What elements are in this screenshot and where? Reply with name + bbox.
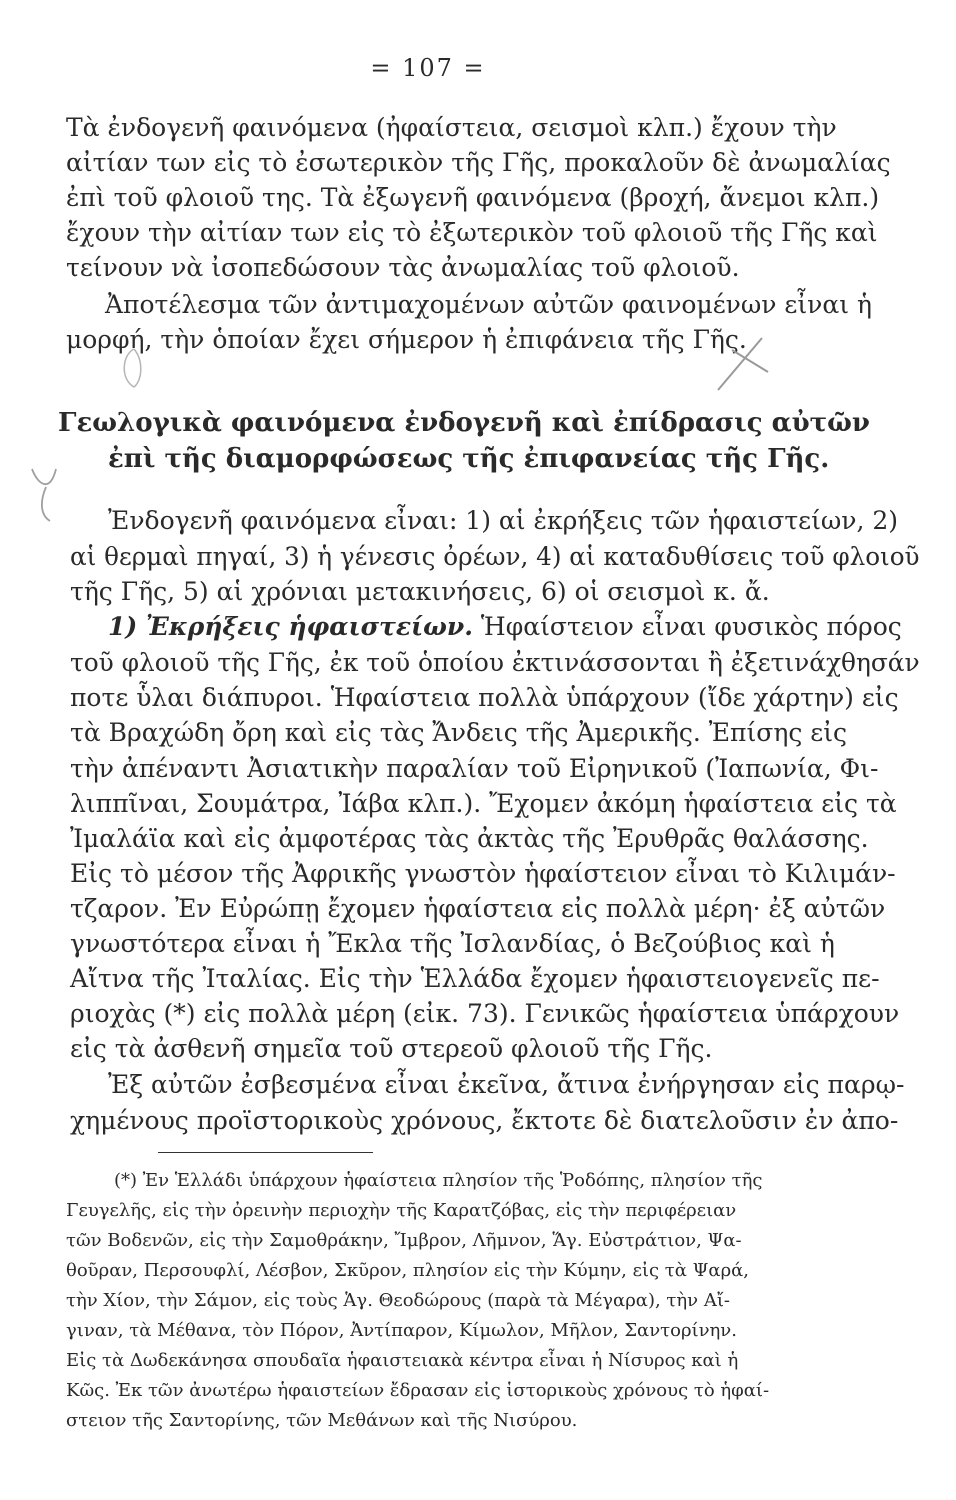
footnote-line: τὴν Χίον, τὴν Σάμον, εἰς τοὺς Ἁγ. Θεοδώρους (παρὰ τὰ Μέγαρα), τὴν Αἴ- xyxy=(66,1290,730,1311)
footnote-line: (*) Ἐν Ἑλλάδι ὑπάρχουν ἡφαίστεια πλησίον τῆς Ῥοδόπης, πλησίον τῆς xyxy=(114,1170,763,1191)
footnote-line: Κῶς. Ἐκ τῶν ἀνωτέρω ἡφαιστείων ἔδρασαν εἰς ἱστορικοὺς χρόνους τὸ ἡφαί- xyxy=(66,1380,770,1401)
page-number: = 107 = xyxy=(370,54,486,82)
body-line: τζαρον. Ἐν Εὐρώπῃ ἔχομεν ἡφαίστεια εἰς πολλὰ μέρη· ἐξ αὐτῶν xyxy=(70,894,886,923)
body-line: χημένους προϊστορικοὺς χρόνους, ἔκτοτε δὲ διατελοῦσιν ἐν ἀπο- xyxy=(70,1106,899,1135)
section-heading-line: Γεωλογικὰ φαινόμενα ἐνδογενῆ καὶ ἐπίδρασις αὐτῶν xyxy=(58,408,870,438)
body-line: εἰς τὰ ἀσθενῆ σημεῖα τοῦ στερεοῦ φλοιοῦ τῆς Γῆς. xyxy=(70,1034,713,1063)
body-line: τὴν ἀπέναντι Ἀσιατικὴν παραλίαν τοῦ Εἰρηνικοῦ (Ἰαπωνία, Φι- xyxy=(70,754,879,783)
body-line: ριοχὰς (*) εἰς πολλὰ μέρη (εἰκ. 73). Γενικῶς ἡφαίστεια ὑπάρχουν xyxy=(70,999,900,1028)
volcano-first-line-text: Ἡφαίστειον εἶναι φυσικὸς πόρος xyxy=(472,612,902,641)
body-line: λιππῖναι, Σουμάτρα, Ἰάβα κλπ.). Ἔχομεν ἀκόμη ἡφαίστεια εἰς τὰ xyxy=(70,789,897,818)
body-line: τῆς Γῆς, 5) αἱ χρόνιαι μετακινήσεις, 6) οἱ σεισμοὶ κ. ἄ. xyxy=(70,577,770,606)
footnote-line: Εἰς τὰ Δωδεκάνησα σπουδαῖα ἡφαιστειακὰ κέντρα εἶναι ἡ Νίσυρος καὶ ἡ xyxy=(66,1350,739,1371)
footnote-divider xyxy=(158,1152,373,1153)
body-line: τοῦ φλοιοῦ τῆς Γῆς, ἐκ τοῦ ὁποίου ἐκτινάσσονται ἢ ἐξετινάχθησάν xyxy=(70,648,920,677)
footnote-line: θοῦραν, Περσουφλί, Λέσβον, Σκῦρον, πλησίον εἰς τὴν Κύμην, εἰς τὰ Ψαρά, xyxy=(66,1260,750,1281)
intro-line: Ἀποτέλεσμα τῶν ἀντιμαχομένων αὐτῶν φαινομένων εἶναι ἡ xyxy=(105,290,872,319)
body-line: Αἴτνα τῆς Ἰταλίας. Εἰς τὴν Ἑλλάδα ἔχομεν ἡφαιστειογενεῖς πε- xyxy=(70,964,880,993)
intro-line: αἰτίαν των εἰς τὸ ἐσωτερικὸν τῆς Γῆς, προκαλοῦν δὲ ἀνωμαλίας xyxy=(66,148,891,177)
section-heading-line: ἐπὶ τῆς διαμορφώσεως τῆς ἐπιφανείας τῆς Γῆς. xyxy=(108,444,830,474)
pencil-loop-mark xyxy=(114,345,154,395)
body-line: γνωστότερα εἶναι ἡ Ἔκλα τῆς Ἰσλανδίας, ὁ Βεζούβιος καὶ ἡ xyxy=(70,929,835,958)
body-line: Ἐνδογενῆ φαινόμενα εἶναι: 1) αἱ ἐκρήξεις τῶν ἡφαιστείων, 2) xyxy=(108,506,899,535)
body-line: τὰ Βραχώδη ὄρη καὶ εἰς τὰς Ἄνδεις τῆς Ἀμερικῆς. Ἐπίσης εἰς xyxy=(70,718,848,747)
footnote-line: Γευγελῆς, εἰς τὴν ὀρεινὴν περιοχὴν τῆς Καρατζόβας, εἰς τὴν περιφέρειαν xyxy=(66,1200,737,1221)
footnote-line: γιναν, τὰ Μέθανα, τὸν Πόρον, Ἀντίπαρον, Κίμωλον, Μῆλον, Σαντορίνην. xyxy=(66,1320,737,1341)
volcano-first-line xyxy=(108,612,902,642)
intro-line: τείνουν νὰ ἰσοπεδώσουν τὰς ἀνωμαλίας τοῦ φλοιοῦ. xyxy=(66,253,740,282)
pencil-cross-mark xyxy=(712,330,772,400)
intro-line: μορφή, τὴν ὁποίαν ἔχει σήμερον ἡ ἐπιφάνεια τῆς Γῆς. xyxy=(66,325,747,354)
intro-line: ἐπὶ τοῦ φλοιοῦ της. Τὰ ἐξωγενῆ φαινόμενα (βροχή, ἄνεμοι κλπ.) xyxy=(66,183,880,212)
intro-line: ἔχουν τὴν αἰτίαν των εἰς τὸ ἐξωτερικὸν τοῦ φλοιοῦ τῆς Γῆς καὶ xyxy=(66,218,878,247)
intro-line: Τὰ ἐνδογενῆ φαινόμενα (ἠφαίστεια, σεισμοὶ κλπ.) ἔχουν τὴν xyxy=(66,113,837,142)
body-line: Εἰς τὸ μέσον τῆς Ἀφρικῆς γνωστὸν ἡφαίστειον εἶναι τὸ Κιλιμάν- xyxy=(70,859,896,888)
volcano-subheading: 1) Ἐκρήξεις ἡφαιστείων. xyxy=(108,612,473,641)
footnote-line: στειον τῆς Σαντορίνης, τῶν Μεθάνων καὶ τῆς Νισύρου. xyxy=(66,1410,578,1431)
footnote-line: τῶν Βοδενῶν, εἰς τὴν Σαμοθράκην, Ἴμβρον, Λῆμνον, Ἅγ. Εὐστράτιον, Ψα- xyxy=(66,1230,742,1251)
body-line: ποτε ὗλαι διάπυροι. Ἡφαίστεια πολλὰ ὑπάρχουν (ἴδε χάρτην) εἰς xyxy=(70,683,899,712)
pencil-gamma-mark xyxy=(26,465,66,525)
body-line: αἱ θερμαὶ πηγαί, 3) ἡ γένεσις ὀρέων, 4) αἱ καταδυθίσεις τοῦ φλοιοῦ xyxy=(70,542,920,571)
body-line: Ἐξ αὐτῶν ἐσβεσμένα εἶναι ἐκεῖνα, ἄτινα ἐνήργησαν εἰς παρῳ- xyxy=(108,1070,905,1099)
body-line: Ἰμαλάϊα καὶ εἰς ἀμφοτέρας τὰς ἀκτὰς τῆς Ἐρυθρᾶς θαλάσσης. xyxy=(70,824,869,853)
